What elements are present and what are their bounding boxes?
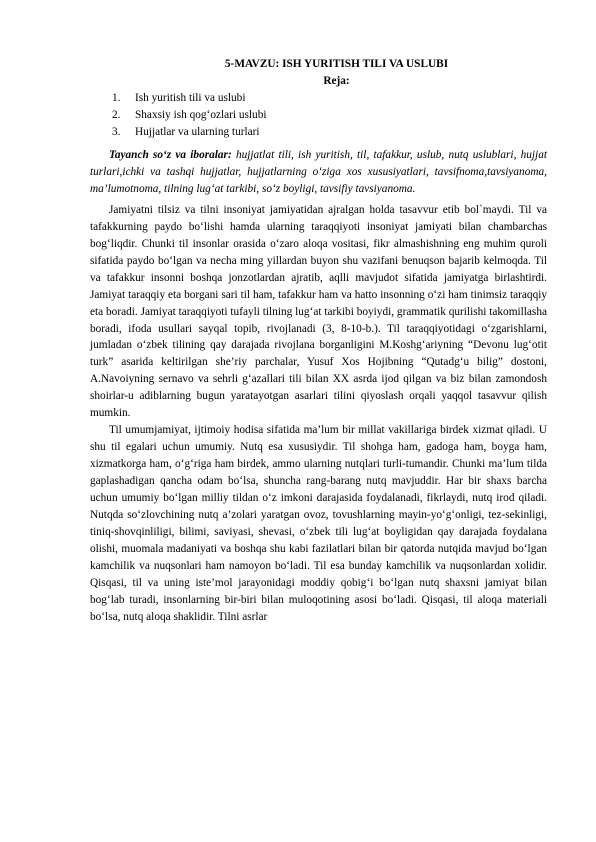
plan-item-number: 2. bbox=[112, 109, 121, 121]
plan-item bbox=[90, 107, 547, 124]
plan-item-number: 1. bbox=[112, 92, 121, 104]
page-title: 5-MAVZU: ISH YURITISH TILI VA USLUBI bbox=[224, 58, 449, 70]
keywords-paragraph bbox=[90, 147, 547, 198]
plan-item-text: Ish yuritish tili va uslubi bbox=[135, 92, 246, 104]
plan-list bbox=[90, 90, 547, 141]
plan-item-text: Hujjatlar va ularning turlari bbox=[135, 126, 260, 138]
plan-heading: Reja: bbox=[323, 75, 350, 87]
keywords-text: hujjatlat tili, ish yuritish, til, tafakkur, uslub, nutq uslublari, hujjat turlari,ichki va tashqi hujjatlar, hujjatlarning o‘ziga xos xususiyatlari, tavsifnoma,tavsiyanoma, ma’lumotnoma, tilning lug‘at tarkibi, so‘z boyligi, tavsifiy tavsiyanoma. bbox=[90, 149, 547, 195]
body-paragraph: Til umumjamiyat, ijtimoiy hodisa sifatida ma’lum bir millat vakillariga birdek xizmat qiladi. U shu til egalari uchun umumiy. Nutq esa xususiydir. Til shohga ham, gadoga ham, boyga ham, xizmatkorga ham, o‘g‘riga ham birdek, ammo ularning nutqlari turli-tumandir. Chunki ma’lum tilda gaplashadigan qancha odam bo‘lsa, shuncha rang-barang nutq mavjuddir. Har bir shaxs barcha uchun umumiy bo‘lgan milliy tildan o‘z imkoni darajasida foydalanadi, fikrlaydi, nutq irod qiladi. Nutqda so‘zlovchining nutq a’zolari yaratgan ovoz, tovushlarning mayin-yo‘g‘onligi, tez-sekinligi, tiniq-shovqinliligi, bilimi, saviyasi, shevasi, o‘zbek tili lug‘at boyligidan qay darajada foydalana olishi, muomala madaniyati va boshqa shu kabi fazilatlari bilan bir qatorda nutqida mavjud bo‘lgan kamchilik va nuqsonlari ham namoyon bo‘ladi. Til esa bunday kamchilik va nuqsonlardan xolidir. Qisqasi, til va uning iste’mol jarayonidagi moddiy qobig‘i bo‘lgan nutq shaxsni jamiyat bilan bog‘lab turadi, insonlarning bir-biri bilan muloqotining asosi bo‘ladi. Qisqasi, til aloqa materiali bo‘lsa, nutq aloqa shaklidir. Tilni asrlar bbox=[90, 424, 547, 623]
plan-item-text: Shaxsiy ish qog‘ozlari uslubi bbox=[135, 109, 267, 121]
plan-item bbox=[90, 124, 547, 141]
plan-item-number: 3. bbox=[112, 126, 121, 138]
body-paragraph: Jamiyatni tilsiz va tilni insoniyat jamiyatidan ajralgan holda tasavvur etib bol`maydi. Til va tafakkurning paydo bo‘lishi hamda ularning taraqqiyoti insoniyat jamiyati bilan chambarchas bog‘liqdir. Chunki til insonlar orasida o‘zaro aloqa vositasi, fikr almashishning eng muhim quroli sifatida paydo bo‘lgan va necha ming yillardan buyon shu vazifani benuqson bajarib kelmoqda. Til va tafakkur insonni boshqa jonzotlardan ajratib, aqlli mavjudot sifatida jamiyatga birlashtirdi. Jamiyat taraqqiy eta borgani sari til ham, tafakkur ham va hatto insonning o‘zi ham tinimsiz taraqqiy eta boradi. Jamiyat taraqqiyoti tufayli tilning lug‘at tarkibi boyiydi, grammatik qurilishi takomillasha boradi, ifoda usullari sayqal topib, rivojlanadi (3, 8-10-b.). Til taraqqiyotidagi o‘zgarishlarni, jumladan o‘zbek tilining qay darajada rivojlana borganligini M.Koshg‘ariyning “Devonu lug‘otit turk” asarida keltirilgan she’riy parchalar, Yusuf Xos Hojibning “Qutadg‘u bilig” dostoni, A.Navoiyning sernavo va sehrli g‘azallari tili bilan XX asrda ijod qilgan va biz bilan zamondosh shoirlar-u adiblarning bugun yaratayotgan asarlari tilini qiyoslash orqali yaqqol tasavvur qilish mumkin. bbox=[90, 203, 547, 420]
plan-item bbox=[90, 90, 547, 107]
keywords-label: Tayanch so‘z va iboralar: bbox=[109, 149, 232, 161]
